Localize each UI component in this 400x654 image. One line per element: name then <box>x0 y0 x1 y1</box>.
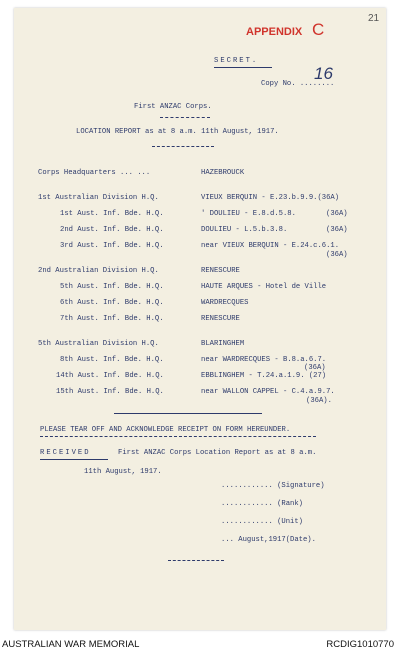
table-row-location: ' DOULIEU - E.8.d.5.8. <box>201 210 296 218</box>
signature-field: ............ (Signature) <box>221 482 325 490</box>
table-row-location: near WALLON CAPPEL - C.4.a.9.7. <box>201 388 335 396</box>
copy-number-label: Copy No. ........ <box>261 80 335 88</box>
table-row-location: near VIEUX BERQUIN - E.24.c.6.1. <box>201 242 340 250</box>
received-label: RECEIVED <box>40 449 91 457</box>
table-row-unit: 6th Aust. Inf. Bde. H.Q. <box>60 299 164 307</box>
table-row-unit: 3rd Aust. Inf. Bde. H.Q. <box>60 242 164 250</box>
corps-title-rule <box>160 117 210 118</box>
closing-rule <box>168 560 224 561</box>
secret-underline <box>214 67 272 68</box>
table-row-location: RENESCURE <box>201 315 240 323</box>
report-title-rule <box>152 146 214 147</box>
table-row-unit: 5th Aust. Inf. Bde. H.Q. <box>60 283 164 291</box>
footer-source: AUSTRALIAN WAR MEMORIAL <box>2 639 140 650</box>
table-row-location: WARDRECQUES <box>201 299 249 307</box>
table-row-location: VIEUX BERQUIN - E.23.b.9.9.(36A) <box>201 194 340 202</box>
table-row-unit: 1st Aust. Inf. Bde. H.Q. <box>60 210 164 218</box>
table-row-location: EBBLINGHEM - T.24.a.1.9. (27) <box>201 372 327 380</box>
table-row-map-ref: (36A) <box>326 251 348 259</box>
table-row-map-ref: (36A). <box>306 397 332 405</box>
received-text: First ANZAC Corps Location Report as at 8 a.m. <box>118 449 317 457</box>
table-row-unit: 14th Aust. Inf. Bde. H.Q. <box>56 372 164 380</box>
table-row-location: HAUTE ARQUES - Hotel de Ville <box>201 283 327 291</box>
table-row-unit: 15th Aust. Inf. Bde. H.Q. <box>56 388 164 396</box>
date-field: ... August,1917(Date). <box>221 536 316 544</box>
tear-off-instruction-underline <box>40 436 316 437</box>
table-row-location: near WARDRECQUES - B.8.a.6.7. <box>201 356 327 364</box>
copy-number-handwritten: 16 <box>314 64 333 83</box>
tear-off-line <box>114 413 262 414</box>
table-row-unit: 5th Australian Division H.Q. <box>38 340 159 348</box>
table-row-unit: 1st Australian Division H.Q. <box>38 194 159 202</box>
tear-off-instruction: PLEASE TEAR OFF AND ACKNOWLEDGE RECEIPT ON FORM HEREUNDER. <box>40 426 291 434</box>
table-row-location: DOULIEU - L.5.b.3.8. <box>201 226 288 234</box>
corps-title: First ANZAC Corps. <box>134 103 212 111</box>
table-row-location: HAZEBROUCK <box>201 169 245 177</box>
table-row-unit: 7th Aust. Inf. Bde. H.Q. <box>60 315 164 323</box>
table-row-unit: 8th Aust. Inf. Bde. H.Q. <box>60 356 164 364</box>
table-row-location: BLARINGHEM <box>201 340 245 348</box>
table-row-unit: 2nd Australian Division H.Q. <box>38 267 159 275</box>
rank-field: ............ (Rank) <box>221 500 303 508</box>
page-number: 21 <box>368 13 380 24</box>
table-row-unit: 2nd Aust. Inf. Bde. H.Q. <box>60 226 164 234</box>
received-date: 11th August, 1917. <box>84 468 162 476</box>
table-row-unit: Corps Headquarters ... ... <box>38 169 151 177</box>
table-row-map-ref: (36A) <box>326 210 348 218</box>
table-row-location: RENESCURE <box>201 267 240 275</box>
table-row-map-ref: (36A) <box>304 364 326 372</box>
report-title: LOCATION REPORT as at 8 a.m. 11th August, 1917. <box>76 128 279 136</box>
received-underline <box>40 459 108 460</box>
footer-reference: RCDIG1010770 <box>326 639 394 650</box>
appendix-letter: C <box>312 20 325 39</box>
table-row-map-ref: (36A) <box>326 226 348 234</box>
secret-label: SECRET. <box>214 57 259 65</box>
unit-field: ............ (Unit) <box>221 518 303 526</box>
appendix-label: APPENDIX <box>246 26 303 38</box>
